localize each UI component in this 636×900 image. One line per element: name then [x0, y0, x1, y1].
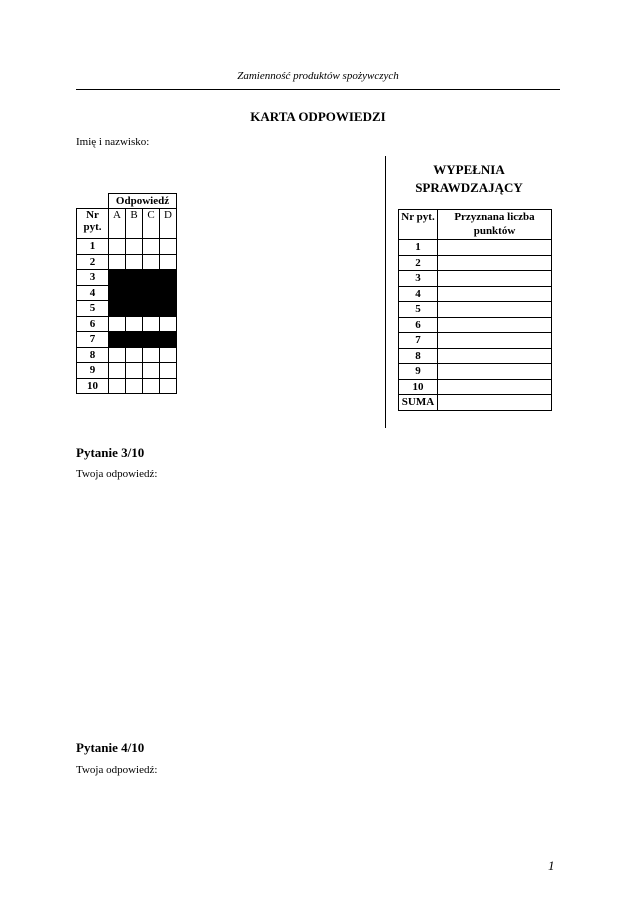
grader-row — [399, 255, 552, 271]
answer-row — [77, 347, 177, 363]
answer-cell-d[interactable] — [160, 254, 177, 270]
answer-row-number: 5 — [77, 301, 109, 317]
sum-points-cell[interactable] — [438, 395, 552, 411]
grader-points-cell[interactable] — [438, 379, 552, 395]
answer-row — [77, 285, 177, 301]
grader-row-number: 5 — [399, 302, 438, 318]
question-3-answer-label: Twoja odpowiedź: — [76, 468, 158, 480]
answer-cell-a[interactable] — [109, 378, 126, 394]
answer-cell-a[interactable] — [109, 316, 126, 332]
answer-cell-d[interactable] — [160, 347, 177, 363]
answer-row — [77, 332, 177, 348]
answer-cell-b[interactable] — [126, 254, 143, 270]
answer-cell-blocked — [126, 270, 143, 286]
answer-cell-a[interactable] — [109, 239, 126, 255]
answer-row-number: 8 — [77, 347, 109, 363]
grader-table — [398, 209, 552, 411]
header-divider — [76, 89, 560, 90]
name-label: Imię i nazwisko: — [76, 136, 150, 148]
answer-row-number: 10 — [77, 378, 109, 394]
grader-points-cell[interactable] — [438, 240, 552, 256]
grader-points-cell[interactable] — [438, 302, 552, 318]
answer-cell-blocked — [160, 285, 177, 301]
grader-row — [399, 286, 552, 302]
answer-row — [77, 254, 177, 270]
option-header-c: C — [143, 209, 160, 239]
question-4-answer-label: Twoja odpowiedź: — [76, 764, 158, 776]
answer-cell-a[interactable] — [109, 347, 126, 363]
answer-cell-blocked — [160, 301, 177, 317]
answer-cell-a[interactable] — [109, 363, 126, 379]
answer-row-number: 6 — [77, 316, 109, 332]
answer-cell-blocked — [143, 332, 160, 348]
grader-points-cell[interactable] — [438, 333, 552, 349]
grader-row-number: 6 — [399, 317, 438, 333]
answer-cell-blocked — [126, 285, 143, 301]
answer-cell-blocked — [109, 332, 126, 348]
answer-row — [77, 270, 177, 286]
answer-cell-blocked — [109, 301, 126, 317]
answer-cell-b[interactable] — [126, 347, 143, 363]
page-title: KARTA ODPOWIEDZI — [250, 109, 386, 124]
answer-row — [77, 301, 177, 317]
answer-row — [77, 239, 177, 255]
grader-points-cell[interactable] — [438, 271, 552, 287]
answer-row-number: 1 — [77, 239, 109, 255]
answer-cell-d[interactable] — [160, 378, 177, 394]
grader-row — [399, 302, 552, 318]
grader-row-number: 2 — [399, 255, 438, 271]
grader-row-number: 1 — [399, 240, 438, 256]
answer-nr-header: Nr pyt. — [77, 209, 109, 239]
question-4-title: Pytanie 4/10 — [76, 740, 145, 755]
running-header: Zamienność produktów spożywczych — [237, 70, 399, 82]
grader-row-number: 4 — [399, 286, 438, 302]
answer-row-number: 4 — [77, 285, 109, 301]
sum-label: SUMA — [399, 395, 438, 411]
answer-cell-b[interactable] — [126, 239, 143, 255]
answer-cell-d[interactable] — [160, 316, 177, 332]
grader-points-cell[interactable] — [438, 364, 552, 380]
answer-row — [77, 378, 177, 394]
answer-cell-b[interactable] — [126, 363, 143, 379]
answer-cell-c[interactable] — [143, 239, 160, 255]
answer-cell-blocked — [143, 285, 160, 301]
grader-points-header: Przyznana liczba punktów — [438, 210, 552, 240]
grader-row-number: 9 — [399, 364, 438, 380]
answer-cell-c[interactable] — [143, 363, 160, 379]
answer-row-number: 7 — [77, 332, 109, 348]
answer-cell-blocked — [126, 301, 143, 317]
answer-cell-blocked — [126, 332, 143, 348]
answer-cell-c[interactable] — [143, 347, 160, 363]
grader-section-title: WYPEŁNIA SPRAWDZAJĄCY — [415, 162, 523, 195]
grader-row-number: 10 — [399, 379, 438, 395]
answer-row-number: 3 — [77, 270, 109, 286]
grader-row — [399, 364, 552, 380]
answer-cell-blocked — [109, 270, 126, 286]
answer-row — [77, 363, 177, 379]
answer-cell-blocked — [143, 270, 160, 286]
grader-points-cell[interactable] — [438, 317, 552, 333]
column-divider — [385, 156, 386, 428]
answer-cell-c[interactable] — [143, 316, 160, 332]
page-number: 1 — [548, 858, 555, 873]
option-header-a: A — [109, 209, 126, 239]
answer-cell-blocked — [160, 332, 177, 348]
answer-cell-blocked — [143, 301, 160, 317]
grader-row-number: 7 — [399, 333, 438, 349]
grader-row — [399, 240, 552, 256]
grader-points-cell[interactable] — [438, 255, 552, 271]
answer-cell-d[interactable] — [160, 363, 177, 379]
grader-row — [399, 271, 552, 287]
answer-group-header: Odpowiedź — [109, 194, 177, 209]
answer-cell-d[interactable] — [160, 239, 177, 255]
grader-points-cell[interactable] — [438, 348, 552, 364]
answer-cell-c[interactable] — [143, 254, 160, 270]
grader-row-number: 8 — [399, 348, 438, 364]
answer-table-corner — [77, 194, 109, 209]
answer-cell-blocked — [160, 270, 177, 286]
answer-cell-c[interactable] — [143, 378, 160, 394]
option-header-b: B — [126, 209, 143, 239]
question-3-title: Pytanie 3/10 — [76, 445, 145, 460]
option-header-d: D — [160, 209, 177, 239]
answer-cell-b[interactable] — [126, 378, 143, 394]
grader-row — [399, 317, 552, 333]
grader-points-cell[interactable] — [438, 286, 552, 302]
grader-row — [399, 379, 552, 395]
answer-cell-a[interactable] — [109, 254, 126, 270]
answer-cell-blocked — [109, 285, 126, 301]
grader-row — [399, 333, 552, 349]
answer-row-number: 9 — [77, 363, 109, 379]
answer-row — [77, 316, 177, 332]
grader-row-number: 3 — [399, 271, 438, 287]
answer-table — [76, 193, 177, 394]
answer-cell-b[interactable] — [126, 316, 143, 332]
grader-row — [399, 348, 552, 364]
grader-nr-header: Nr pyt. — [399, 210, 438, 240]
answer-row-number: 2 — [77, 254, 109, 270]
